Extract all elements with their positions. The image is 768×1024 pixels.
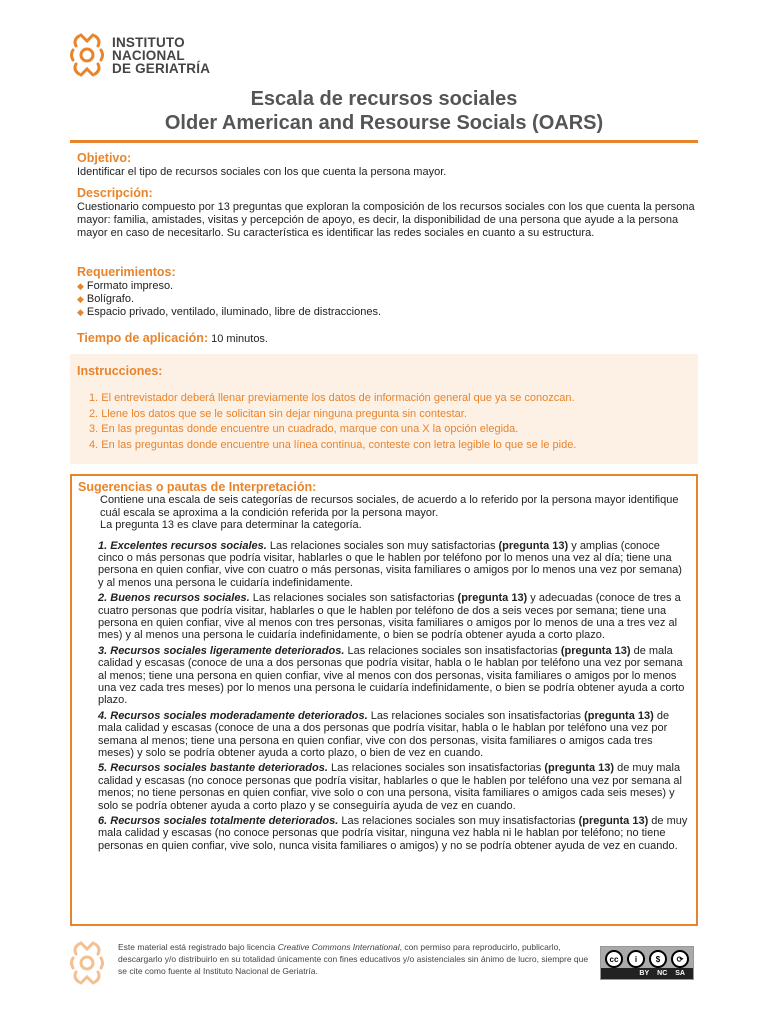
list-item: 1. El entrevistador deberá llenar previamente los datos de información general que ya se conozcan. (89, 392, 575, 404)
sugerencias-intro (100, 494, 696, 532)
instrucciones-box (70, 354, 698, 464)
sharealike-icon: ⟳ (671, 950, 689, 968)
title-divider (70, 140, 698, 143)
category-key-question: (pregunta 13) (544, 762, 615, 775)
requerimientos-heading: Requerimientos: (77, 265, 176, 279)
category-text: de muy mala calidad y escasas (no conoce personas que podría visitar, ninguna vez habla ni le hablan por teléfono; no tiene personas en quien confiar, vive solo, nunca visita familiares o amigos) y no se podría obtener ayuda de vez en cuando. (98, 815, 688, 852)
title-line1: Escala de recursos sociales (250, 88, 518, 110)
category-key-question: (pregunta 13) (498, 539, 569, 552)
creative-commons-badge (600, 946, 694, 980)
category-item (98, 645, 688, 707)
category-text: de mala calidad y escasas (conoce de una a dos personas que podría visitar, habla o le hablan por teléfono una vez por semana al menos; tiene una persona en quien confiar, vive al menos con dos personas, visita familiares o amigos por lo menos una vez cada tres meses) por lo menos una persona le cuidaría indefinidamente, o bien se podría obtener ayuda a corto plazo. (98, 644, 685, 707)
category-text: Las relaciones sociales son insatisfactorias (327, 762, 545, 775)
bullet-icon: ◆ (77, 294, 84, 304)
category-key-question: (pregunta 13) (457, 592, 528, 605)
category-number: 3. (98, 644, 108, 657)
org-name-line3: DE GERIATRÍA (112, 60, 211, 76)
list-item: ◆ Bolígrafo. (77, 293, 135, 305)
instrucciones-heading: Instrucciones: (77, 364, 163, 378)
cc-label-sa: SA (675, 970, 685, 977)
list-item: 4. En las preguntas donde encuentre una línea continua, conteste con letra legible lo que se le pide. (89, 438, 577, 451)
category-item (98, 540, 688, 590)
institution-logo (70, 32, 210, 78)
list-item: 3. En las preguntas donde encuentre un cuadrado, marque con una X la opción elegida. (89, 423, 519, 435)
ing-emblem-icon (70, 940, 104, 986)
category-item (98, 710, 688, 760)
tiempo-value: 10 minutos. (211, 333, 268, 345)
category-text: de muy mala calidad y escasas (no conoce personas que podría visitar, hablarles o que le hablen por teléfono una vez por semana al menos; no tiene personas en quien confiar, vive solo o con una persona, visita familiares o amigos cada seis meses) y solo se podría obtener ayuda a corto plazo y se conseguiría ayuda de vez en cuando. (98, 762, 682, 812)
category-key-question: (pregunta 13) (584, 709, 654, 722)
intro-key-note: La pregunta 13 es clave para determinar la categoría. (100, 519, 362, 531)
category-number: 6. (98, 815, 108, 828)
category-number: 1. (98, 539, 108, 552)
category-text: Las relaciones sociales son muy satisfactorias (266, 539, 499, 552)
list-item: ◆ Espacio privado, ventilado, iluminado, libre de distracciones. (77, 306, 382, 318)
objetivo-section (77, 151, 697, 179)
cc-label-by: BY (639, 970, 650, 977)
category-title: Excelentes recursos sociales. (110, 539, 267, 552)
title-line2: Older American and Resourse Socials (OARS) (164, 112, 604, 134)
category-text: Las relaciones sociales son insatisfactorias (367, 709, 585, 722)
descripcion-heading: Descripción: (77, 186, 153, 200)
requerimientos-list (77, 280, 697, 319)
category-text: Las relaciones sociales son satisfactorias (249, 592, 458, 605)
sugerencias-box (70, 474, 698, 926)
sugerencias-heading: Sugerencias o pautas de Interpretación: (78, 480, 317, 494)
category-text: y adecuadas (conoce de tres a cuatro personas que podría visitar, hablarles o que le hablen por teléfono de dos a seis veces por semana; tiene una persona en quien confiar, vive al menos con tres personas, visita familiares o amigos por lo menos de una a tres vez al mes) y al menos una persona le cuidaría indefinidamente, o bien se podría obtener ayuda a corto plazo. (98, 592, 681, 642)
category-text: Las relaciones sociales son muy insatisfactorias (338, 815, 579, 828)
category-item (98, 815, 688, 852)
noncommercial-icon: $ (649, 950, 667, 968)
category-key-question: (pregunta 13) (560, 644, 631, 657)
page-title (0, 87, 768, 135)
attribution-icon: i (627, 950, 645, 968)
bullet-icon: ◆ (77, 307, 84, 317)
list-item: ◆ Formato impreso. (77, 280, 174, 292)
org-name-line2: NACIONAL (112, 47, 185, 63)
category-text: y amplias (conoce cinco o más personas que podría visitar, hablarles o que le hablen por teléfono por lo menos una vez al día; tiene una persona en quien confiar, vive con cuatro o más personas, visita familiares o amigos por lo menos una vez por semana) y al menos una persona le cuidaría indefinidamente. (98, 539, 682, 589)
category-number: 4. (98, 709, 108, 722)
cc-label-nc: NC (657, 970, 668, 977)
tiempo-section (77, 331, 697, 346)
category-item (98, 762, 688, 812)
descripcion-section (77, 186, 697, 240)
bullet-icon: ◆ (77, 281, 84, 291)
category-number: 2. (98, 592, 108, 605)
requerimientos-section (77, 265, 697, 319)
category-title: Recursos sociales bastante deteriorados. (110, 762, 328, 775)
objetivo-heading: Objetivo: (77, 151, 132, 165)
category-key-question: (pregunta 13) (578, 815, 649, 828)
category-title: Buenos recursos sociales. (110, 592, 250, 605)
category-title: Recursos sociales totalmente deteriorados. (110, 815, 339, 828)
cc-icon: cc (605, 950, 623, 968)
category-title: Recursos sociales ligeramente deteriorados. (110, 644, 345, 657)
ing-emblem-icon (70, 32, 104, 78)
objetivo-text: Identificar el tipo de recursos sociales con los que cuenta la persona mayor. (77, 166, 447, 178)
category-number: 5. (98, 762, 108, 775)
intro-text: Contiene una escala de seis categorías de recursos sociales, de acuerdo a lo referido por la persona mayor identifique cuál escala se aproxima a la condición referida por la persona mayor. (100, 494, 679, 519)
descripcion-text: Cuestionario compuesto por 13 preguntas que exploran la composición de los recursos sociales con los que cuenta la persona mayor: familia, amistades, visitas y percepción de apoyo, es decir, la disponibilidad de una persona que ayude a la persona mayor en caso de necesitarlo. Su característica es identificar las redes sociales en cuanto a su estructura. (77, 201, 695, 239)
category-item (98, 592, 688, 642)
license-notice: Este material está registrado bajo licencia Creative Commons International, con permiso para reproducirlo, publicarlo, descargarlo y/o distribuirlo en su totalidad únicamente con fines educativos y/o asistenciales sin ánimo de lucro, siempre que se cite como fuente al Instituto Nacional de Geriatría. (118, 942, 589, 976)
list-item: 2. Llene los datos que se le solicitan sin dejar ninguna pregunta sin contestar. (89, 407, 467, 420)
category-list (98, 540, 688, 853)
category-text: Las relaciones sociales son insatisfactorias (344, 644, 561, 657)
tiempo-heading: Tiempo de aplicación: (77, 331, 209, 345)
org-name-line1: INSTITUTO (112, 34, 185, 50)
category-text: de mala calidad y escasas (conoce de una a dos personas que podría visitar, habla o le hablan por teléfono una vez por semana al menos; tiene una persona en quien confiar, vive con dos personas, visita familiares o amigos cada tres meses) y solo se podría obtener ayuda a corto plazo, o bien de vez en cuando. (98, 709, 670, 759)
footer-logo (70, 940, 104, 991)
instrucciones-list (89, 391, 698, 453)
category-title: Recursos sociales moderadamente deteriorados. (110, 709, 368, 722)
